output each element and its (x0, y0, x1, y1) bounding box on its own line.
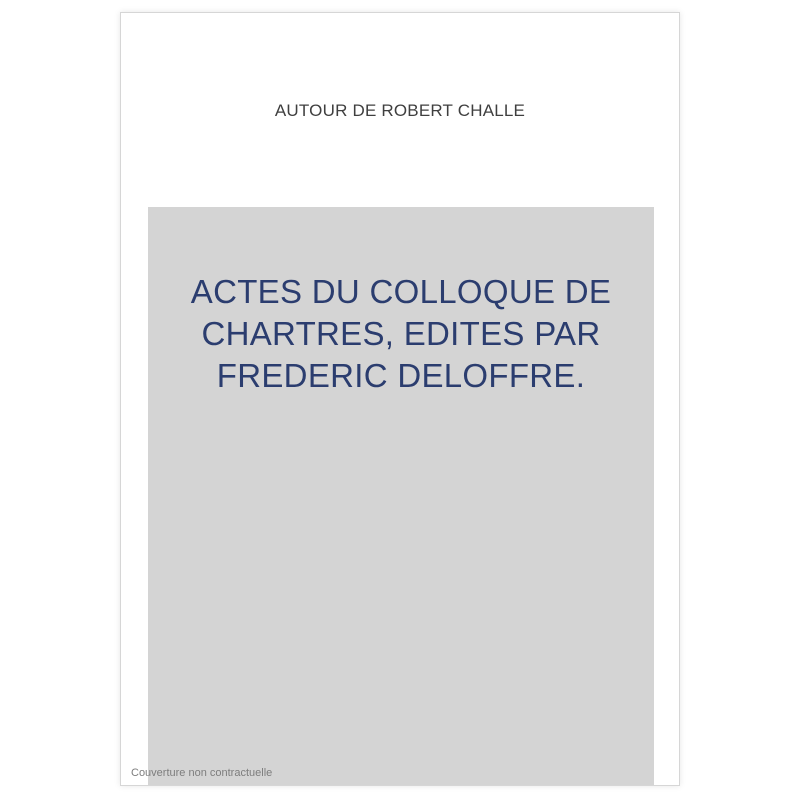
cover-panel (148, 207, 654, 785)
cover-disclaimer: Couverture non contractuelle (131, 767, 273, 779)
book-title (148, 271, 654, 397)
book-title-line: ACTES DU COLLOQUE DE (190, 273, 612, 310)
book-cover[interactable] (120, 12, 680, 786)
book-author: AUTOUR DE ROBERT CHALLE (274, 101, 526, 120)
book-title-line: FREDERIC DELOFFRE. (216, 357, 586, 394)
book-title-line: CHARTRES, EDITES PAR (201, 315, 601, 352)
